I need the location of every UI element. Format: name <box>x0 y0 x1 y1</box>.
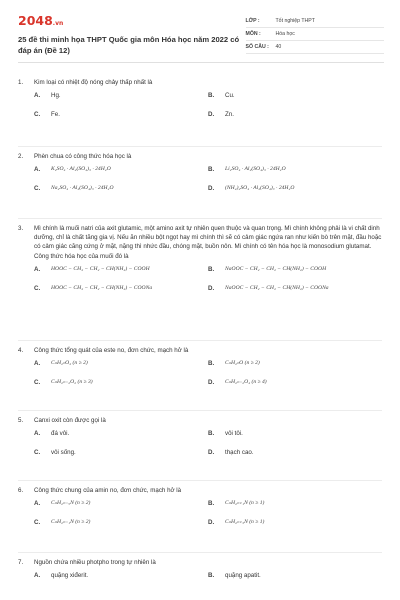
question-number: 3. <box>18 225 24 232</box>
option-d[interactable] <box>208 184 382 203</box>
option-label: C. <box>34 449 41 457</box>
meta-value: Hóa học <box>275 31 295 37</box>
option-b[interactable] <box>208 429 382 448</box>
question-5 <box>18 416 382 467</box>
meta-row-subject <box>246 28 384 41</box>
option-b[interactable] <box>208 359 382 378</box>
question-number: 6. <box>18 487 24 494</box>
option-label: A. <box>34 572 41 580</box>
option-text: NaOOC − CH₂ − CH₂ − CH(NH₂) − COOH <box>225 265 327 272</box>
option-text: quặng apatit. <box>225 572 261 580</box>
question-text: Phèn chua có công thức hóa học là <box>34 153 132 160</box>
option-text: Zn. <box>225 111 234 119</box>
question-number: 2. <box>18 153 24 160</box>
option-text: vôi sống. <box>51 449 76 457</box>
meta-key: MÔN : <box>245 31 261 37</box>
question-number: 7. <box>18 559 24 566</box>
option-b[interactable] <box>208 91 382 110</box>
site-logo[interactable] <box>18 14 246 31</box>
option-a[interactable] <box>34 359 208 378</box>
option-a[interactable] <box>34 265 208 284</box>
option-text: (NH₄)₂SO₄ · Al₂(SO₄)₃ · 24H₂O <box>225 185 295 192</box>
question-3 <box>18 224 382 303</box>
option-c[interactable] <box>34 284 208 303</box>
question-2 <box>18 152 382 203</box>
option-text: HOOC − CH₂ − CH₂ − CH(NH₂) − COONa <box>51 284 153 291</box>
question-6 <box>18 486 382 537</box>
option-label: A. <box>34 500 41 508</box>
logo-suffix: .vn <box>52 20 64 27</box>
question-number: 5. <box>18 417 24 424</box>
option-label: A. <box>34 360 41 368</box>
option-label: D. <box>208 284 215 292</box>
option-label: A. <box>34 166 41 174</box>
option-text: NaOOC − CH₂ − CH₂ − CH(NH₂) − COONa <box>225 284 329 291</box>
question-4 <box>18 346 382 397</box>
option-d[interactable] <box>208 448 382 467</box>
option-d[interactable] <box>208 110 382 129</box>
divider <box>18 410 382 411</box>
option-text: CₙH₂ₙ₋₅N (n ≥ 2) <box>51 500 91 507</box>
options <box>34 265 382 303</box>
option-label: C. <box>34 519 41 527</box>
divider <box>18 552 382 553</box>
meta-value: 40 <box>275 44 282 50</box>
option-c[interactable] <box>34 448 208 467</box>
option-label: A. <box>34 92 41 100</box>
option-a[interactable] <box>34 499 208 518</box>
option-label: B. <box>208 360 215 368</box>
option-text: Na₂SO₄ · Al₂(SO₄)₃ · 24H₂O <box>51 185 114 192</box>
option-label: A. <box>34 265 41 273</box>
option-c[interactable] <box>34 110 208 129</box>
option-d[interactable] <box>208 518 382 537</box>
option-b[interactable] <box>208 571 382 590</box>
option-label: D. <box>208 449 215 457</box>
option-text: Fe. <box>51 111 60 119</box>
option-d[interactable] <box>208 378 382 397</box>
option-label: D. <box>208 111 215 119</box>
option-text: thạch cao. <box>225 449 254 457</box>
option-text: Hg. <box>51 92 61 100</box>
option-text: đá vôi. <box>51 430 70 438</box>
meta-key: LỚP : <box>245 18 260 24</box>
option-text: CₙH₂ₙ₋₂O₄ (n ≥ 4) <box>225 379 267 386</box>
option-label: D. <box>208 379 215 387</box>
option-label: C. <box>34 111 41 119</box>
divider <box>18 146 382 147</box>
meta-value: Tốt nghiệp THPT <box>275 18 315 24</box>
options <box>34 165 382 203</box>
meta-key: SỐ CÂU : <box>245 44 269 50</box>
option-a[interactable] <box>34 165 208 184</box>
question-text: Canxi oxit còn được gọi là <box>34 417 106 424</box>
question-7 <box>18 558 382 590</box>
options <box>34 571 382 590</box>
exam-meta <box>246 15 384 56</box>
option-b[interactable] <box>208 265 382 284</box>
question-number: 4. <box>18 347 24 354</box>
option-text: CₙH₂ₙO₂ (n ≥ 2) <box>51 360 88 367</box>
option-label: B. <box>208 265 215 273</box>
option-text: HOOC − CH₂ − CH₂ − CH(NH₂) − COOH <box>51 265 150 272</box>
option-text: CₙH₂ₙO (n ≥ 2) <box>225 360 260 367</box>
option-label: B. <box>208 166 215 174</box>
question-1 <box>18 78 382 129</box>
option-label: C. <box>34 284 41 292</box>
question-text: Kim loại có nhiệt độ nóng chảy thấp nhất là <box>34 79 153 86</box>
option-d[interactable] <box>208 284 382 303</box>
option-text: Li₂SO₄ · Al₂(SO₄)₃ · 24H₂O <box>225 166 286 173</box>
divider <box>18 340 382 341</box>
header-left <box>18 14 246 56</box>
question-text: Công thức chung của amin no, đơn chức, mạch hở là <box>34 487 182 494</box>
option-label: B. <box>208 572 215 580</box>
option-label: B. <box>208 92 215 100</box>
question-text: Nguồn chứa nhiều photpho trong tự nhiên là <box>34 559 156 566</box>
question-text: Mì chính là muối natri của axit glutamic, một amino axit tự nhiên quen thuộc và quan trọng. Mì chính không phải là vi chất dinh dưỡng, chỉ là chất tăng gia vị. Nếu ăn nhiều bột ngọt hay mì chính thì sẽ có cảm giác ngứa ran như kiến bò trên mặt, đầu hoặc có cảm giác căng cứng ở mặt, nặng thì nhức đầu, chóng mặt, buồn nôn. Mì chính có tên hóa học là monosodium glutamat. Công thức hóa học của muối đó là <box>34 225 382 260</box>
option-a[interactable] <box>34 91 208 110</box>
option-label: C. <box>34 185 41 193</box>
question-number: 1. <box>18 79 24 86</box>
option-label: B. <box>208 430 215 438</box>
option-label: D. <box>208 519 215 527</box>
options <box>34 359 382 397</box>
option-label: A. <box>34 430 41 438</box>
option-label: B. <box>208 500 215 508</box>
options <box>34 499 382 537</box>
option-a[interactable] <box>34 571 208 590</box>
logo-main: 2048 <box>18 13 53 28</box>
exam-title: 25 đề thi minh họa THPT Quốc gia môn Hóa học năm 2022 có đáp án (Đề 12) <box>18 35 240 55</box>
option-text: CₙH₂ₙ₋₂O₂ (n ≥ 3) <box>51 379 93 386</box>
header-divider <box>18 62 384 63</box>
divider <box>18 480 382 481</box>
question-text: Công thức tổng quát của este no, đơn chức, mạch hở là <box>34 347 189 354</box>
options <box>34 91 382 129</box>
option-label: D. <box>208 185 215 193</box>
option-a[interactable] <box>34 429 208 448</box>
option-label: C. <box>34 379 41 387</box>
option-text: Cu. <box>225 92 235 100</box>
option-b[interactable] <box>208 499 382 518</box>
option-c[interactable] <box>34 518 208 537</box>
meta-row-grade <box>246 15 384 28</box>
option-c[interactable] <box>34 184 208 203</box>
option-text: CₙH₂ₙ₊₃N (n ≥ 1) <box>225 519 265 526</box>
options <box>34 429 382 467</box>
option-text: quặng xiđerit. <box>51 572 89 580</box>
option-c[interactable] <box>34 378 208 397</box>
option-b[interactable] <box>208 165 382 184</box>
option-text: K₂SO₄ · Al₂(SO₄)₃ · 24H₂O <box>51 166 111 173</box>
header <box>18 14 384 56</box>
option-text: CₙH₂ₙ₊₁N (n ≥ 1) <box>225 500 265 507</box>
option-text: CₙH₂ₙ₋₁N (n ≥ 2) <box>51 519 91 526</box>
meta-row-count <box>246 41 384 54</box>
option-text: vôi tôi. <box>225 430 243 438</box>
divider <box>18 218 382 219</box>
